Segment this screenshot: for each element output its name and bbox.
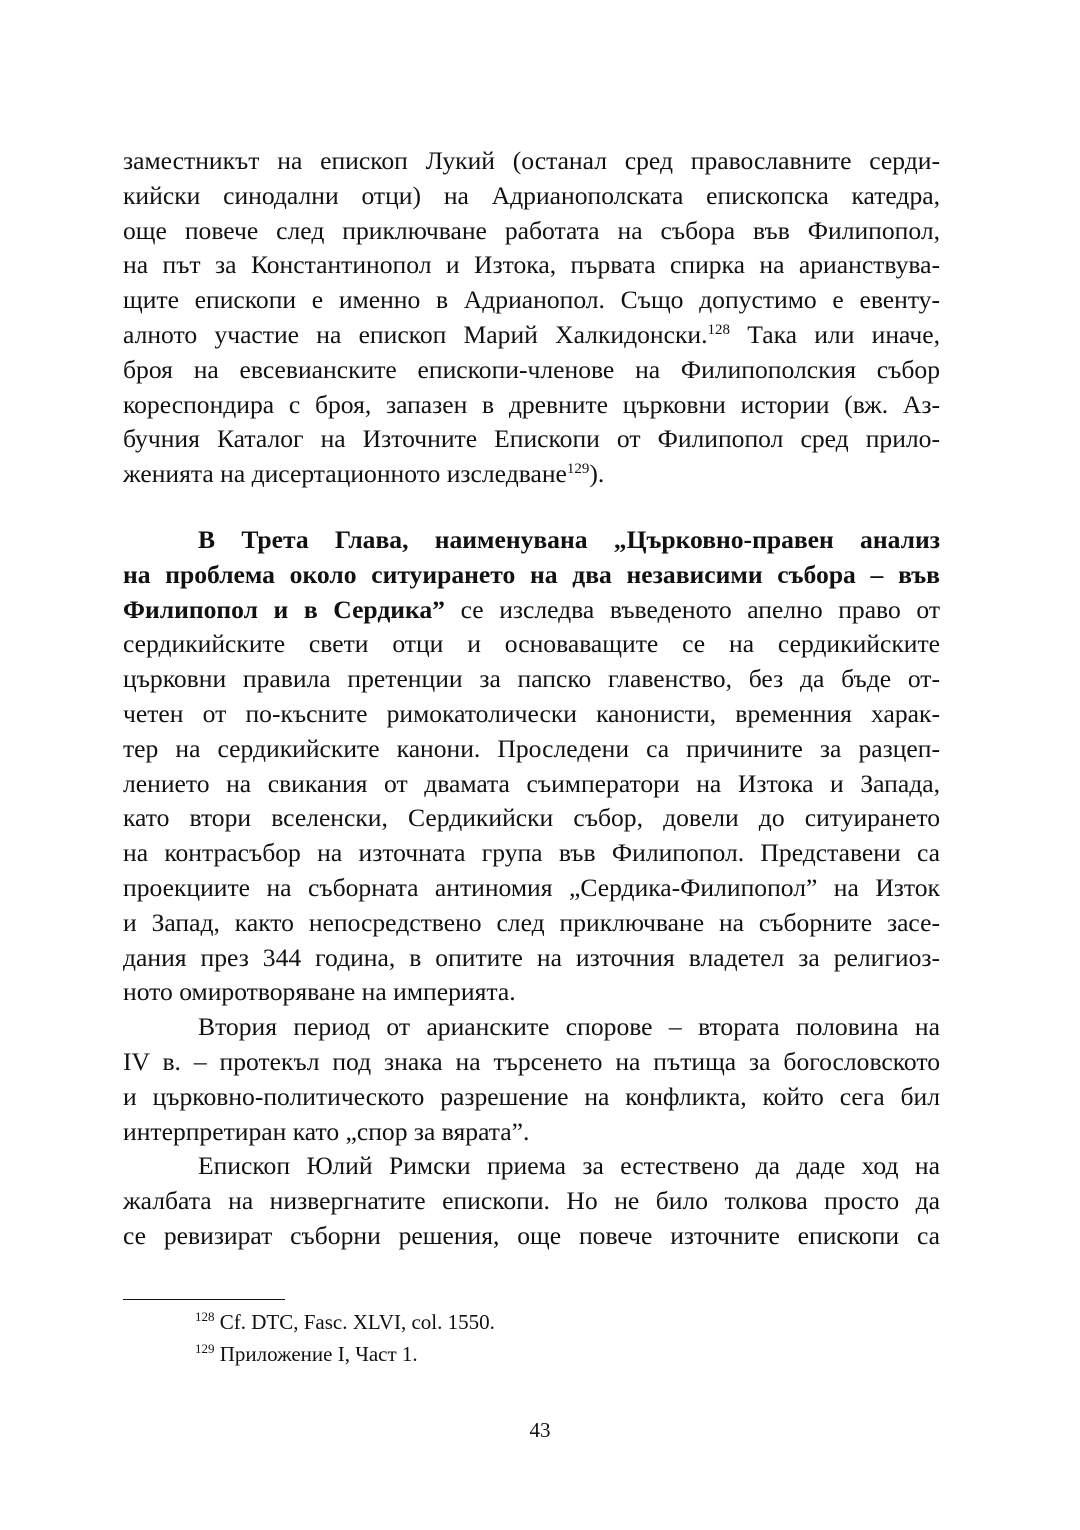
text-segment: женията на дисертационното изследване xyxy=(123,459,567,489)
text-line: тер на сердикийските канони. Проследени са причините за разцеп- xyxy=(123,733,940,763)
text-line: църковни правила претенции за папско главенство, без да бъде от- xyxy=(123,664,940,694)
text-line: на контрасъбор на източната група във Филипопол. Представени са xyxy=(123,838,940,868)
text-segment: Така или иначе, xyxy=(729,319,940,349)
body-text xyxy=(123,144,940,1254)
text-line xyxy=(123,318,940,353)
text-line: Втория период от арианските спорове – втората половина на xyxy=(198,1012,940,1042)
text-line: броя на евсевианските епископи-членове на Филипополския събор xyxy=(123,354,940,384)
text-line: проекциите на съборната антиномия „Сердика-Филипопол” на Изток xyxy=(123,872,940,902)
text-line xyxy=(123,593,940,628)
footnote-separator xyxy=(123,1299,285,1300)
text-line: четен от по-късните римокатолически канонисти, временния харак- xyxy=(123,698,940,728)
text-line: като втори вселенски, Сердикийски събор, довели до ситуирането xyxy=(123,803,940,833)
page-number: 43 xyxy=(529,1418,551,1442)
text-line: кореспондира с броя, запазен в древните църковни истории (вж. Аз- xyxy=(123,389,940,419)
footnote-marker: 128 xyxy=(195,1309,215,1324)
text-line: заместникът на епископ Лукий (останал сред православните серди- xyxy=(123,146,940,175)
paragraph-1 xyxy=(123,144,940,492)
text-line: и църковно-политическото разрешение на конфликта, който сега бил xyxy=(123,1081,940,1111)
text-line: се ревизират съборни решения, още повече източните епископи са xyxy=(123,1220,940,1250)
text-segment: се изследва въведеното апелно право от xyxy=(444,594,940,624)
chapter-heading-line: на проблема около ситуирането на два независими събора – във xyxy=(123,559,940,589)
text-line: лението на свикания от двамата съимператори на Изтока и Запада, xyxy=(123,768,940,798)
text-line: Епископ Юлий Римски приема за естествено да даде ход на xyxy=(198,1151,940,1181)
text-line: щите епископи е именно в Адрианопол. Също допустимо е евенту- xyxy=(123,285,940,315)
text-line: IV в. – протекъл под знака на търсенето на пътища за богословското xyxy=(123,1046,940,1076)
footnote-text: Приложение I, Част 1. xyxy=(214,1342,418,1366)
text-line: още повече след приключване работата на събора във Филипопол, xyxy=(123,215,940,245)
text-line: бучния Каталог на Източните Епископи от Филипопол сред прило- xyxy=(123,424,940,454)
text-line: ното омиротворяване на империята. xyxy=(123,977,516,1007)
footnote-text: Cf. DTC, Fasc. XLVI, col. 1550. xyxy=(214,1310,495,1334)
footnote-129 xyxy=(195,1338,495,1370)
paragraph-4 xyxy=(123,1149,940,1253)
text-line: и Запад, както непосредствено след приключване на съборните засе- xyxy=(123,907,940,937)
chapter-heading-segment: Филипопол и в Сердика” xyxy=(123,594,445,624)
text-line: на път за Константинопол и Изтока, първата спирка на арианствува- xyxy=(123,250,940,280)
text-line: интерпретиран като „спор за вярата”. xyxy=(123,1116,530,1146)
paragraph-2 xyxy=(123,523,940,1010)
paragraph-gap xyxy=(123,492,940,523)
text-line: сердикийските свети отци и основаващите се на сердикийските xyxy=(123,629,940,659)
text-segment: алното участие на епископ Марий Халкидонски. xyxy=(123,319,708,349)
footnote-ref-129[interactable]: 129 xyxy=(566,461,590,478)
text-line: кийски синодални отци) на Адрианополската епископска катедра, xyxy=(123,180,940,210)
text-line: жалбата на низвергнатите епископи. Но не било толкова просто да xyxy=(123,1186,940,1216)
text-segment: ). xyxy=(589,459,605,489)
footnote-marker: 129 xyxy=(195,1341,215,1356)
text-line: дания през 344 година, в опитите на източния владетел за религиоз- xyxy=(123,942,940,972)
footnote-ref-128[interactable]: 128 xyxy=(707,321,730,338)
footnotes xyxy=(195,1306,495,1370)
chapter-heading-line: В Трета Глава, наименувана „Църковно-правен анализ xyxy=(198,524,940,554)
footnote-128 xyxy=(195,1306,495,1338)
text-line xyxy=(123,457,940,492)
paragraph-3 xyxy=(123,1010,940,1149)
